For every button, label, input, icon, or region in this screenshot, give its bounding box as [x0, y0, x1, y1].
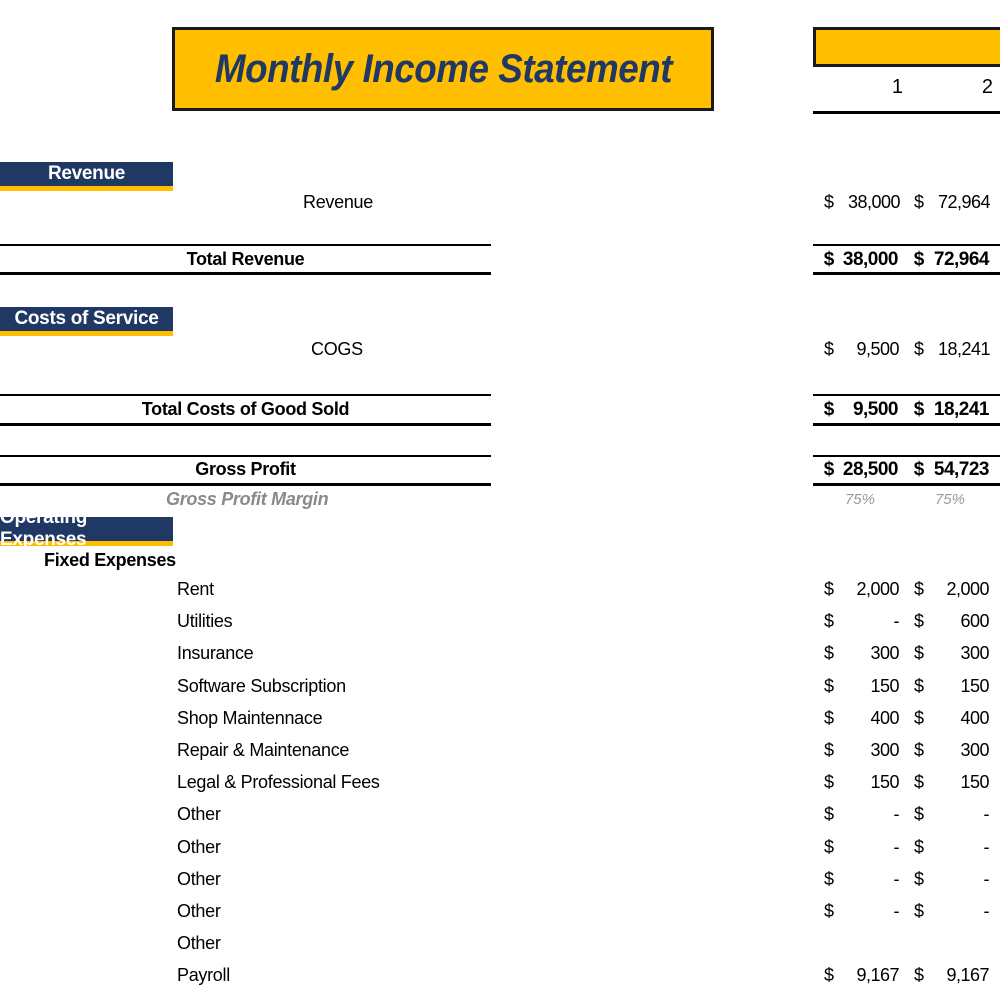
currency-symbol: $ [913, 676, 924, 696]
expense-value-2: 600 [960, 611, 989, 631]
divider [0, 455, 491, 457]
currency-symbol: $ [823, 339, 834, 359]
divider [813, 483, 1000, 486]
gross-profit-value-2: 54,723 [933, 459, 989, 480]
expense-row-label: Other [177, 869, 221, 889]
expense-row-label: Rent [177, 579, 214, 599]
expense-value-1: 400 [870, 708, 899, 728]
currency-symbol: $ [913, 901, 924, 921]
currency-symbol: $ [913, 459, 925, 480]
currency-symbol: $ [823, 708, 834, 728]
expense-value-1: - [893, 804, 899, 824]
currency-symbol: $ [823, 192, 834, 212]
divider [0, 483, 491, 486]
expense-value-1: 300 [870, 643, 899, 663]
currency-symbol: $ [913, 611, 924, 631]
expense-value-1: 150 [870, 676, 899, 696]
currency-symbol: $ [913, 249, 925, 270]
currency-symbol: $ [913, 192, 924, 212]
period-header-bar [813, 27, 1000, 67]
expense-value-2: 300 [960, 740, 989, 760]
currency-symbol: $ [913, 708, 924, 728]
divider [0, 423, 491, 426]
expense-row-label: Legal & Professional Fees [177, 772, 380, 792]
gross-margin-value-2: 75% [934, 491, 965, 508]
expense-value-2: 150 [960, 772, 989, 792]
expense-value-1: - [893, 837, 899, 857]
expense-value-1: - [893, 611, 899, 631]
currency-symbol: $ [823, 965, 834, 985]
revenue-value-2: 72,964 [937, 192, 990, 212]
currency-symbol: $ [823, 676, 834, 696]
expense-value-1: 300 [870, 740, 899, 760]
period-label-1: 1 [891, 76, 903, 98]
expense-value-2: - [983, 837, 989, 857]
total-cogs-value-1: 9,500 [852, 399, 898, 420]
total-cogs-value-2: 18,241 [933, 399, 989, 420]
expense-row-label: Repair & Maintenance [177, 740, 350, 760]
expense-row-label: Other [177, 901, 221, 921]
cogs-value-1: 9,500 [856, 339, 899, 359]
revenue-value-1: 38,000 [847, 192, 900, 212]
gross-profit-label: Gross Profit [195, 459, 296, 479]
divider [0, 394, 491, 396]
period-header-rule [813, 111, 1000, 114]
cogs-value-2: 18,241 [937, 339, 990, 359]
total-revenue-value-1: 38,000 [842, 249, 898, 270]
currency-symbol: $ [913, 869, 924, 889]
currency-symbol: $ [913, 643, 924, 663]
title-banner [172, 27, 714, 111]
period-label-2: 2 [981, 76, 993, 98]
gross-margin-label: Gross Profit Margin [166, 489, 329, 509]
expense-value-2: - [983, 901, 989, 921]
divider [0, 244, 491, 246]
currency-symbol: $ [823, 249, 835, 270]
total-revenue-value-2: 72,964 [933, 249, 989, 270]
currency-symbol: $ [823, 901, 834, 921]
expense-value-1: 150 [870, 772, 899, 792]
cogs-row-label: COGS [311, 339, 363, 359]
currency-symbol: $ [823, 869, 834, 889]
divider [0, 272, 491, 275]
expense-value-2: - [983, 804, 989, 824]
expense-row-label: Payroll [177, 965, 230, 985]
expense-value-2: 2,000 [946, 579, 989, 599]
expense-value-2: 150 [960, 676, 989, 696]
currency-symbol: $ [913, 837, 924, 857]
currency-symbol: $ [913, 579, 924, 599]
divider [813, 394, 1000, 396]
currency-symbol: $ [913, 965, 924, 985]
currency-symbol: $ [913, 740, 924, 760]
expense-row-label: Insurance [177, 643, 254, 663]
currency-symbol: $ [823, 611, 834, 631]
currency-symbol: $ [823, 399, 835, 420]
expense-value-2: - [983, 869, 989, 889]
expense-value-1: - [893, 869, 899, 889]
expense-value-1: - [893, 901, 899, 921]
currency-symbol: $ [823, 837, 834, 857]
section-tab-revenue: Revenue [0, 162, 173, 191]
currency-symbol: $ [823, 804, 834, 824]
currency-symbol: $ [913, 339, 924, 359]
section-tab-costs: Costs of Service [0, 307, 173, 336]
currency-symbol: $ [823, 772, 834, 792]
divider [813, 423, 1000, 426]
gross-profit-value-1: 28,500 [842, 459, 898, 480]
expense-row-label: Other [177, 933, 221, 953]
divider [813, 272, 1000, 275]
expense-row-label: Other [177, 837, 221, 857]
expense-row-label: Software Subscription [177, 676, 346, 696]
currency-symbol: $ [913, 399, 925, 420]
expense-value-2: 300 [960, 643, 989, 663]
currency-symbol: $ [913, 772, 924, 792]
currency-symbol: $ [823, 459, 835, 480]
currency-symbol: $ [823, 740, 834, 760]
expense-row-label: Utilities [177, 611, 233, 631]
gross-margin-value-1: 75% [844, 491, 875, 508]
section-tab-opex: Operating Expenses [0, 517, 173, 546]
fixed-expenses-label: Fixed Expenses [44, 550, 176, 570]
page-title: Monthly Income Statement [214, 46, 672, 91]
currency-symbol: $ [913, 804, 924, 824]
revenue-row-label: Revenue [303, 192, 373, 212]
expense-row-label: Other [177, 804, 221, 824]
expense-value-2: 9,167 [946, 965, 989, 985]
divider [813, 455, 1000, 457]
expense-value-1: 9,167 [856, 965, 899, 985]
total-cogs-label: Total Costs of Good Sold [141, 399, 350, 419]
total-revenue-label: Total Revenue [186, 249, 305, 269]
expense-row-label: Shop Maintennace [177, 708, 323, 728]
currency-symbol: $ [823, 579, 834, 599]
divider [813, 244, 1000, 246]
currency-symbol: $ [823, 643, 834, 663]
expense-value-2: 400 [960, 708, 989, 728]
expense-value-1: 2,000 [856, 579, 899, 599]
